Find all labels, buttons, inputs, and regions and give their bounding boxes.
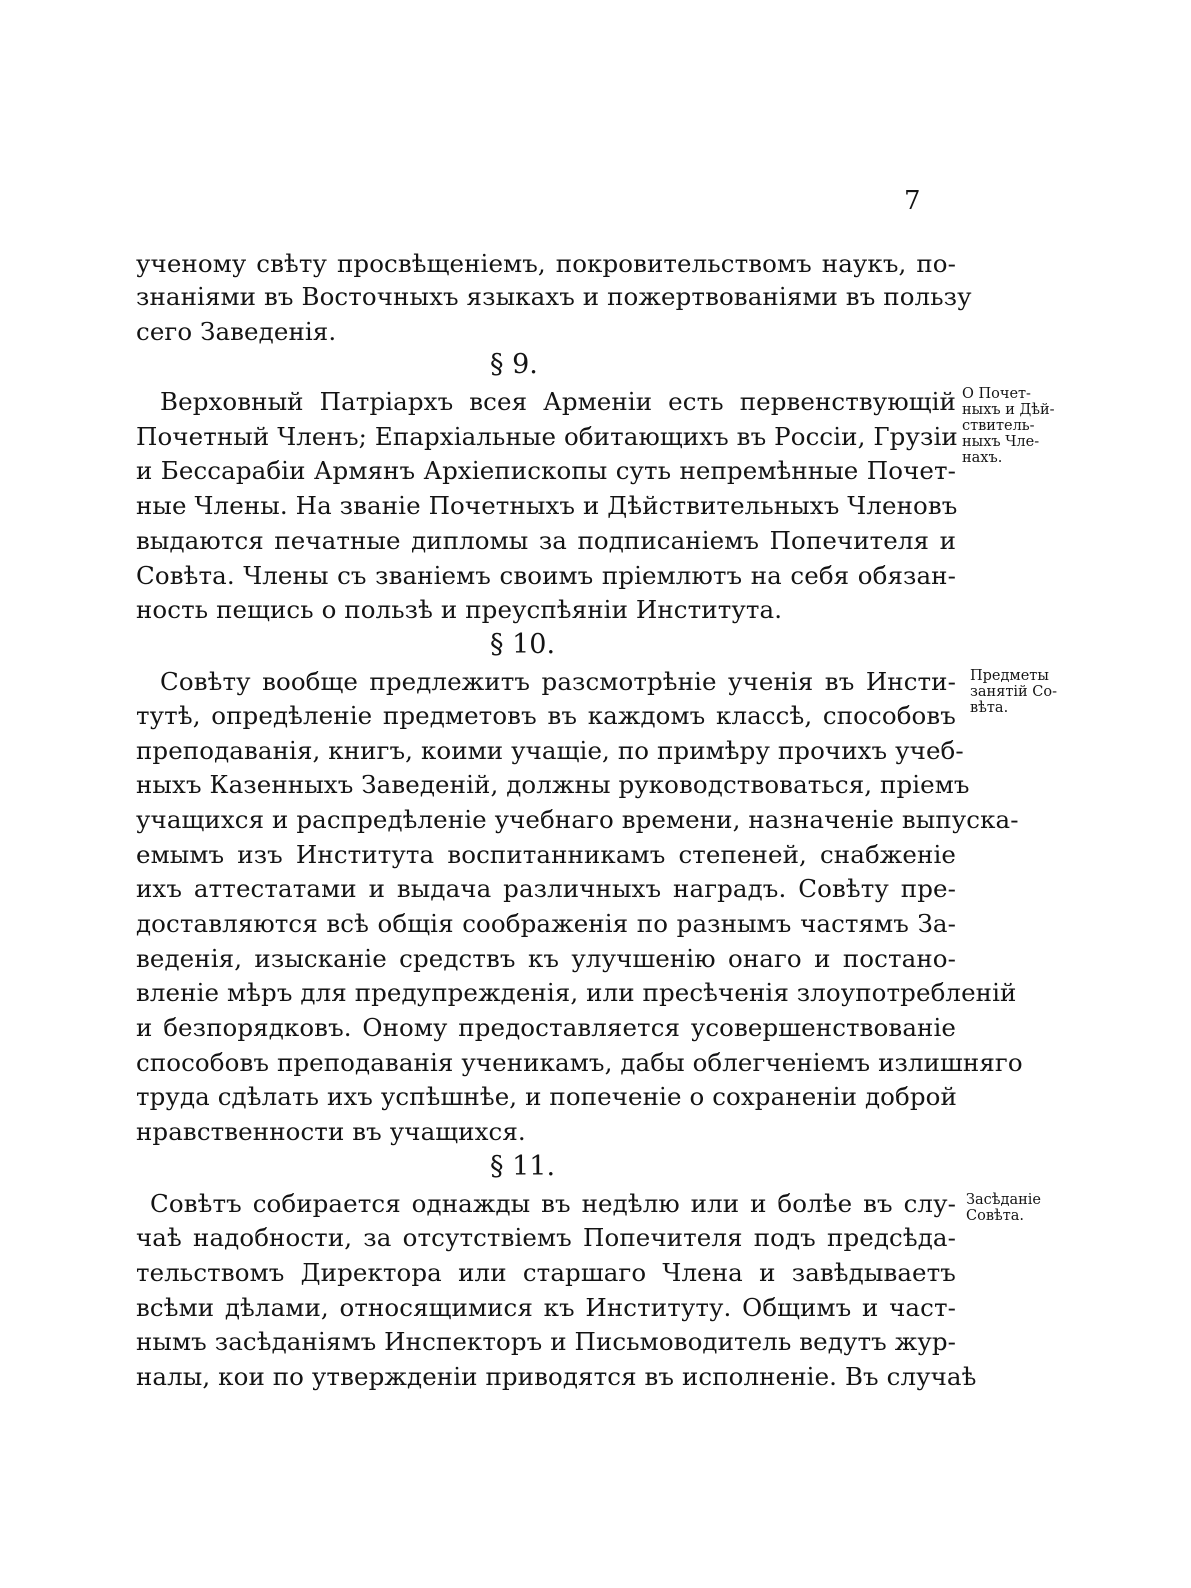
text-line: труда сдѣлать ихъ успѣшнѣе, и попеченіе о сохраненіи доброй <box>136 1082 957 1111</box>
text-line: и Бессарабіи Армянъ Архіепископы суть непремѣнные Почет- <box>136 456 956 485</box>
margin-note-line: ствитель- <box>962 418 1035 434</box>
text-line: ные Члены. На званіе Почетныхъ и Дѣйствительныхъ Членовъ <box>136 491 958 520</box>
text-line: ученому свѣту просвѣщеніемъ, покровительствомъ наукъ, по- <box>136 249 956 278</box>
margin-note-line: Совѣта. <box>966 1208 1025 1224</box>
margin-note-council-subjects <box>970 668 1100 716</box>
text-line: налы, кои по утвержденіи приводятся въ исполненіе. Въ случаѣ <box>136 1362 977 1391</box>
margin-note-line: ныхъ Чле- <box>962 434 1040 450</box>
text-line: чаѣ надобности, за отсутствіемъ Попечителя подъ предсѣда- <box>136 1223 956 1252</box>
section-heading-9: § 9. <box>490 349 538 380</box>
text-line: доставляются всѣ общія соображенія по разнымъ частямъ За- <box>136 909 956 938</box>
text-line: емымъ изъ Института воспитанникамъ степеней, снабженіе <box>136 840 956 869</box>
text-line: всѣми дѣлами, относящимися къ Институту. Общимъ и част- <box>136 1293 956 1322</box>
text-line: Верховный Патріархъ всея Арменіи есть первенствующій <box>160 387 956 416</box>
margin-note-line: Предметы <box>970 668 1049 684</box>
text-line: нравственности въ учащихся. <box>136 1117 526 1146</box>
text-line: тутѣ, опредѣленіе предметовъ въ каждомъ классѣ, способовъ <box>136 701 956 730</box>
text-line: и безпорядковъ. Оному предоставляется усовершенствованіе <box>136 1013 956 1042</box>
page-number: 7 <box>904 186 921 216</box>
text-line: сего Заведенія. <box>136 317 337 346</box>
margin-note-line: вѣта. <box>970 700 1009 716</box>
text-line: ность пещись о пользѣ и преуспѣяніи Института. <box>136 595 783 624</box>
text-line: Почетный Членъ; Епархіальные обитающихъ въ Россіи, Грузіи <box>136 422 958 451</box>
margin-note-members <box>962 386 1092 466</box>
text-line: нымъ засѣданіямъ Инспекторъ и Письмоводитель ведутъ жур- <box>136 1327 957 1356</box>
text-line: ихъ аттестатами и выдача различныхъ наградъ. Совѣту пре- <box>136 874 956 903</box>
text-line: Совѣта. Члены съ званіемъ своимъ пріемлютъ на себя обязан- <box>136 561 956 590</box>
margin-note-council-meeting <box>966 1192 1096 1224</box>
text-line: Совѣту вообще предлежитъ разсмотрѣніе ученія въ Инсти- <box>160 667 956 696</box>
text-line: ныхъ Казенныхъ Заведеній, должны руководствоваться, пріемъ <box>136 770 970 799</box>
text-line: учащихся и распредѣленіе учебнаго времени, назначеніе выпуска- <box>136 805 1019 834</box>
text-line: вленіе мѣръ для предупрежденія, или пресѣченія злоупотребленій <box>136 978 1017 1007</box>
text-line: знаніями въ Восточныхъ языкахъ и пожертвованіями въ пользу <box>136 282 972 311</box>
text-line: веденія, изысканіе средствъ къ улучшенію онаго и постано- <box>136 944 956 973</box>
text-line: способовъ преподаванія ученикамъ, дабы облегченіемъ излишняго <box>136 1048 1023 1077</box>
text-line: Совѣтъ собирается однажды въ недѣлю или и болѣе въ слу- <box>150 1189 956 1218</box>
section-heading-11: § 11. <box>490 1151 556 1182</box>
margin-note-line: занятій Со- <box>970 684 1058 700</box>
margin-note-line: Засѣданіе <box>966 1192 1041 1208</box>
section-heading-10: § 10. <box>490 629 556 660</box>
text-line: выдаются печатные дипломы за подписаніемъ Попечителя и <box>136 526 956 555</box>
text-line: преподаванія, книгъ, коими учащіе, по примѣру прочихъ учеб- <box>136 736 964 765</box>
margin-note-line: О Почет- <box>962 386 1031 402</box>
margin-note-line: нахъ. <box>962 450 1003 466</box>
margin-note-line: ныхъ и Дѣй- <box>962 402 1055 418</box>
text-line: тельствомъ Директора или старшаго Члена и завѣдываетъ <box>136 1258 956 1287</box>
